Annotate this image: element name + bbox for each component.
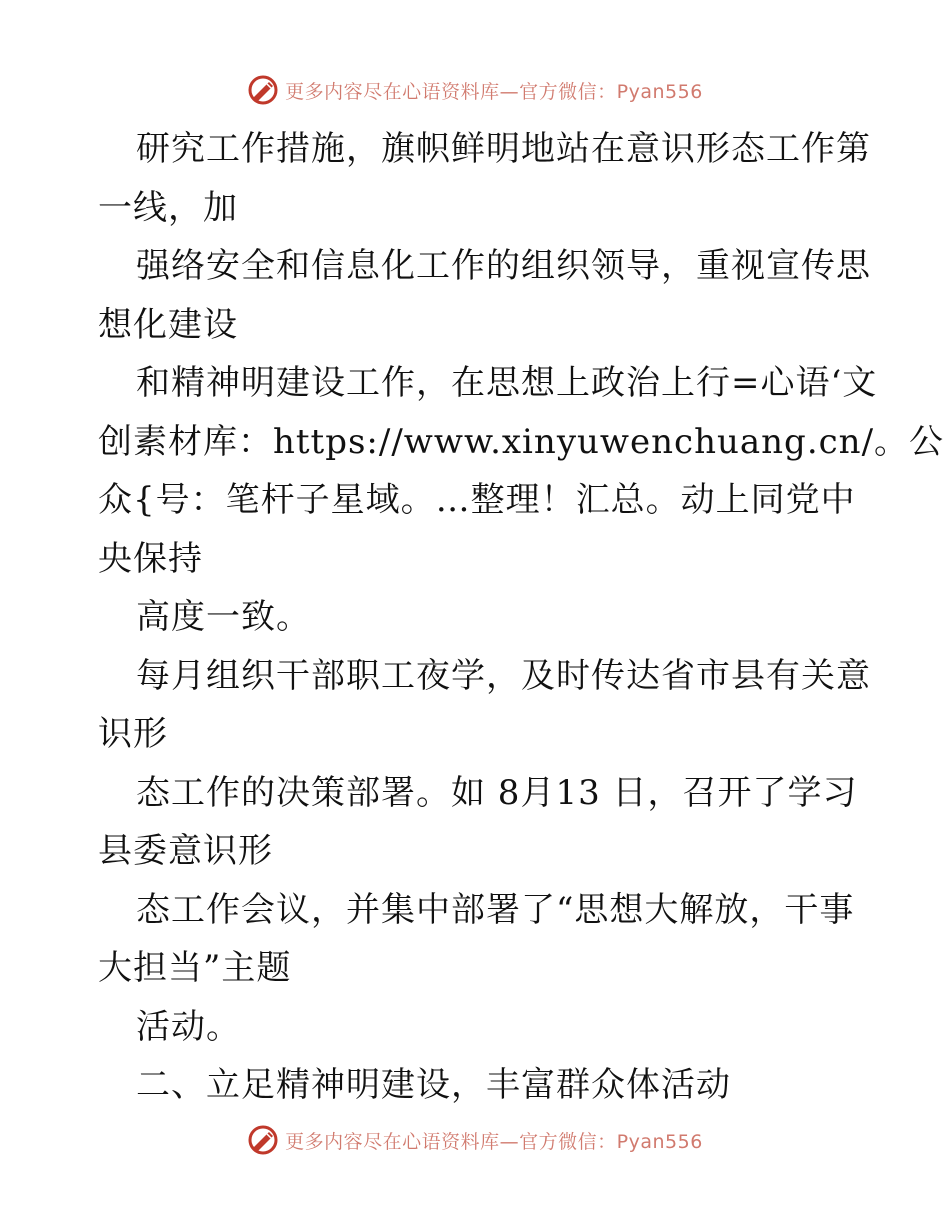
pen-logo-icon (247, 1124, 279, 1156)
text-line: 活动。 (136, 1006, 241, 1047)
text-line: 强络安全和信息化工作的组织领导，重视宣传思 (136, 246, 871, 286)
watermark-text: 更多内容尽在心语资料库—官方微信：Pyan556 (285, 80, 703, 103)
text-line: 二、立足精神明建设，丰富群众体活动 (136, 1065, 731, 1105)
text-line: 创素材库：https://www.xinyuwenchuang.cn/。公 (98, 421, 945, 462)
header-watermark (0, 70, 950, 110)
text-line: 态工作的决策部署。如 8月13 日，召开了学习 (136, 772, 858, 813)
text-line: 想化建设 (98, 304, 238, 345)
text-line: 一线，加 (98, 187, 238, 228)
text-line: 众{号：笔杆子星域。…整理！汇总。动上同党中 (98, 480, 856, 520)
text-line: 高度一致。 (136, 597, 311, 637)
pen-logo-icon (247, 74, 279, 106)
watermark-text: 更多内容尽在心语资料库—官方微信：Pyan556 (285, 1130, 703, 1153)
text-line: 大担当”主题 (98, 948, 292, 988)
text-line: 识形 (98, 714, 168, 754)
text-line: 每月组织干部职工夜学，及时传达省市县有关意 (136, 655, 871, 696)
text-line: 县委意识形 (98, 831, 273, 871)
text-line: 态工作会议，并集中部署了“思想大解放，干事 (136, 889, 855, 930)
text-line: 央保持 (98, 538, 203, 579)
document-body (98, 120, 945, 1115)
footer-watermark (0, 1120, 950, 1160)
text-line: 和精神明建设工作，在思想上政治上行=心语‘文 (136, 363, 878, 403)
text-line: 研究工作措施，旗帜鲜明地站在意识形态工作第 (136, 129, 871, 169)
